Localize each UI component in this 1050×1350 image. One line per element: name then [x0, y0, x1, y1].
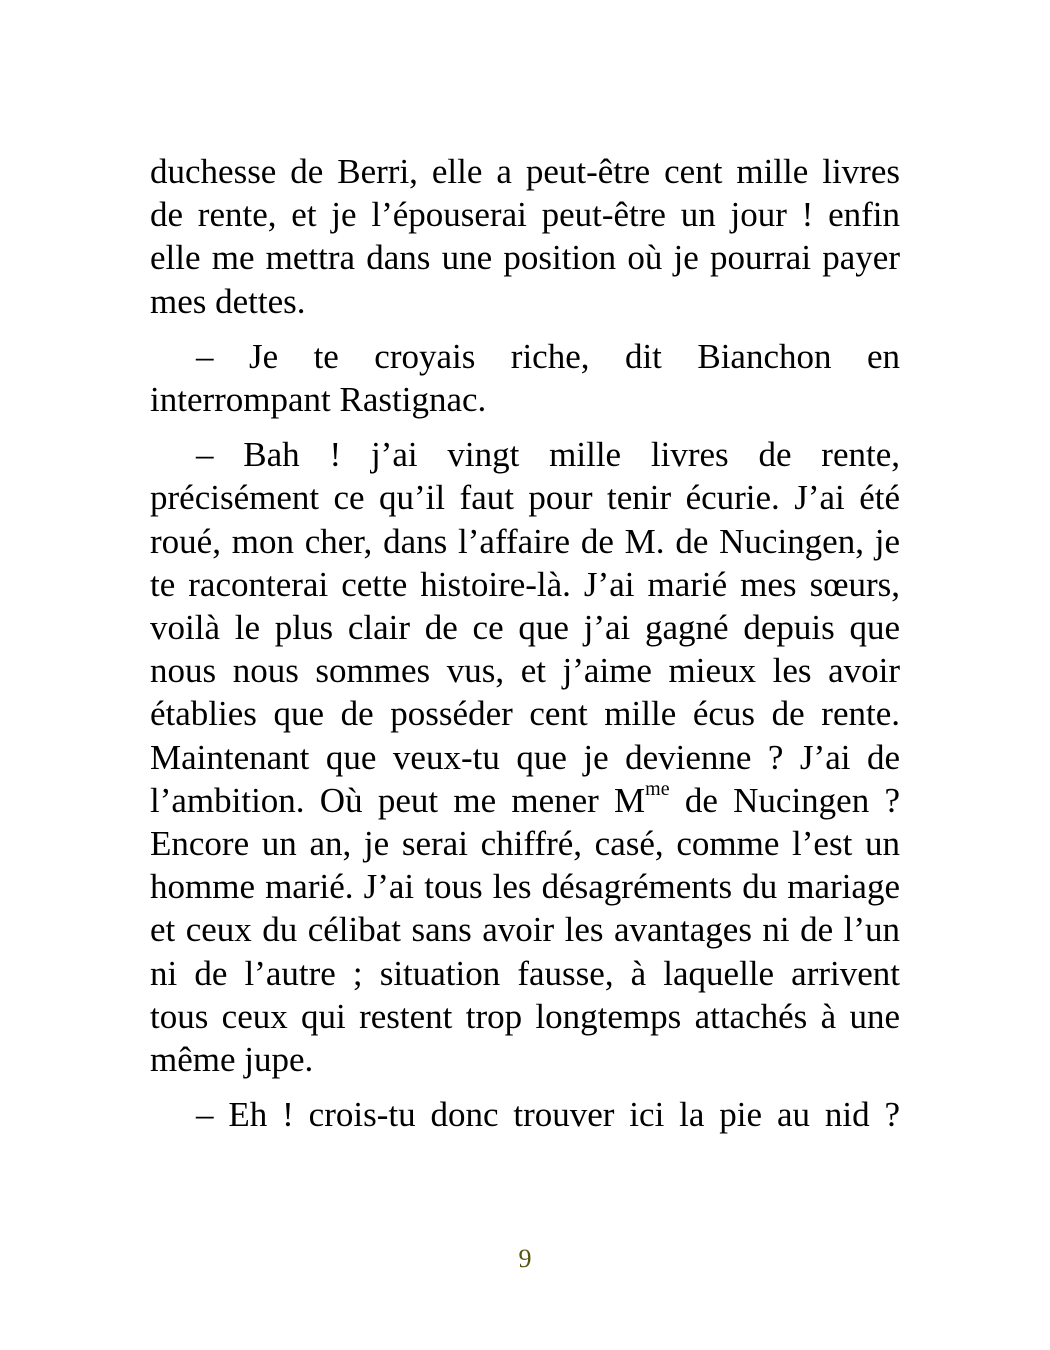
paragraph-1: duchesse de Berri, elle a peut-être cent mille livres de rente, et je l’épouserai peut-être un jour ! enfin elle me mettra dans une position où je pourrai payer mes dettes. — [150, 152, 900, 321]
paragraph-3-text-after: de Nucingen ? Encore un an, je serai chiffré, casé, comme l’est un homme marié. J’ai tous les désagréments du mariage et ceux du célibat sans avoir les avantages ni de l’un ni de l’autre ; situation fausse, à laquelle arrivent tous ceux qui restent trop longtemps attachés à une même jupe. — [150, 780, 900, 1080]
page-body — [150, 150, 900, 1148]
paragraph-3 — [150, 433, 900, 1081]
paragraph-3-text-before: – Bah ! j’ai vingt mille livres de rente, précisément ce qu’il faut pour tenir écurie. J’ai été roué, mon cher, dans l’affaire de M. de Nucingen, je te raconterai cette histoire-là. J’ai marié mes sœurs, voilà le plus clair de ce que j’ai gagné depuis que nous nous sommes vus, et j’aime mieux les avoir établies que de posséder cent mille écus de rente. Maintenant que veux-tu que je devienne ? J’ai de l’ambition. Où peut me mener M — [150, 435, 900, 820]
page-number: 9 — [518, 1244, 532, 1273]
paragraph-2: – Je te croyais riche, dit Bianchon en interrompant Rastignac. — [150, 336, 900, 420]
superscript-abbreviation: me — [645, 778, 670, 801]
paragraph-4: – Eh ! crois-tu donc trouver ici la pie au nid ? — [196, 1095, 900, 1135]
